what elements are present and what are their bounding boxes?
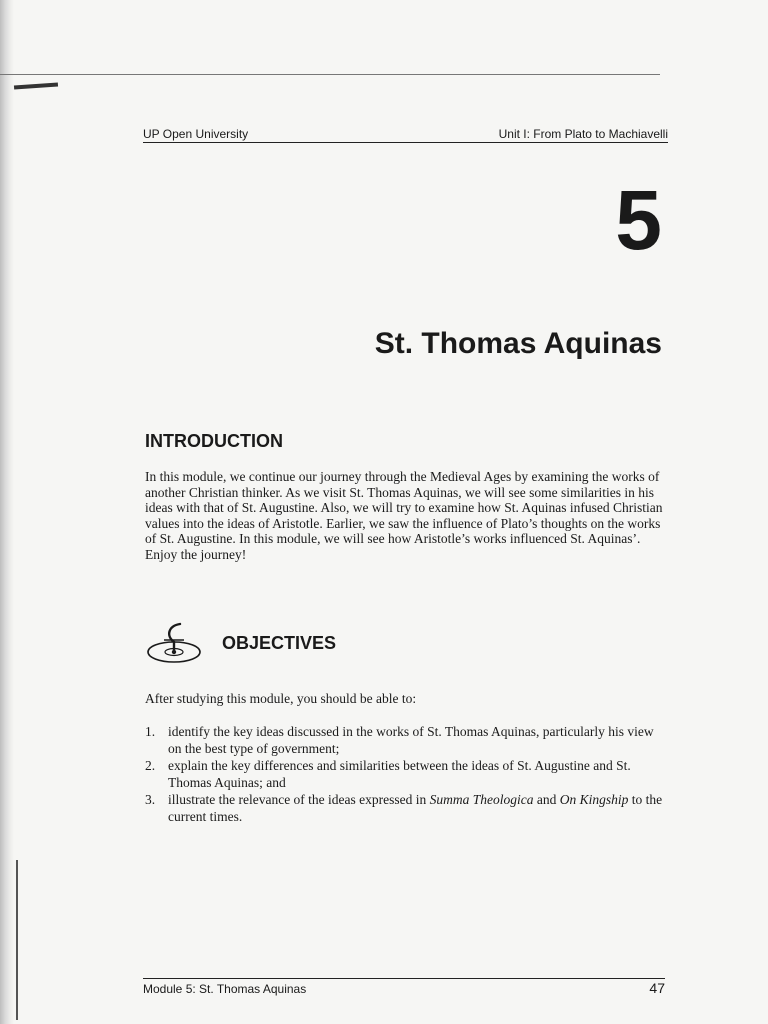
list-item-number: 2. bbox=[145, 758, 156, 773]
page-number: 47 bbox=[649, 980, 665, 996]
list-item-number: 1. bbox=[145, 724, 156, 739]
book-title-summa: Summa Theologica bbox=[429, 792, 534, 807]
objectives-lead: After studying this module, you should be able to: bbox=[145, 691, 417, 706]
list-item-text: explain the key differences and similarities between the ideas of St. Augustine and St. Thomas Aquinas; and bbox=[168, 758, 631, 790]
chapter-number: 5 bbox=[615, 173, 662, 267]
list-item-text: identify the key ideas discussed in the works of St. Thomas Aquinas, particularly his view on the best type of government; bbox=[168, 724, 654, 756]
page-footer bbox=[143, 978, 665, 997]
list-item bbox=[145, 791, 665, 825]
list-item-text bbox=[168, 792, 662, 824]
list-item bbox=[145, 757, 665, 791]
chapter-title: St. Thomas Aquinas bbox=[374, 327, 662, 360]
scan-top-rule bbox=[0, 74, 660, 75]
scan-edge bbox=[0, 0, 14, 1024]
page-header bbox=[143, 126, 668, 143]
objectives-list bbox=[145, 723, 665, 825]
list-item bbox=[145, 723, 665, 757]
list-item-text-part: to the current times. bbox=[168, 792, 663, 824]
header-unit: Unit I: From Plato to Machiavelli bbox=[498, 127, 668, 141]
scan-mark bbox=[14, 82, 58, 89]
target-icon bbox=[146, 620, 204, 666]
introduction-paragraph: In this module, we continue our journey through the Medieval Ages by examining the works of another Christian thinker. As we visit St. Thomas Aquinas, we will see some similarities in his ideas with that of St. Augustine. Also, we will try to examine how St. Aquinas infused Christian values into the ideas of Aristotle. Earlier, we saw the influence of Plato’s thoughts on the works of St. Augustine. In this module, we will see how Aristotle’s works influenced St. Aquinas’. Enjoy the journey! bbox=[145, 469, 663, 562]
header-institution: UP Open University bbox=[143, 127, 249, 141]
introduction-heading: INTRODUCTION bbox=[145, 431, 283, 451]
scan-edge-line bbox=[16, 860, 18, 1020]
book-title-kingship: On Kingship bbox=[559, 792, 629, 807]
list-item-number: 3. bbox=[145, 792, 156, 807]
list-item-text-part: illustrate the relevance of the ideas expressed in bbox=[168, 792, 430, 807]
footer-module: Module 5: St. Thomas Aquinas bbox=[143, 982, 307, 996]
objectives-heading: OBJECTIVES bbox=[222, 633, 337, 653]
list-item-text-part: and bbox=[533, 792, 560, 807]
